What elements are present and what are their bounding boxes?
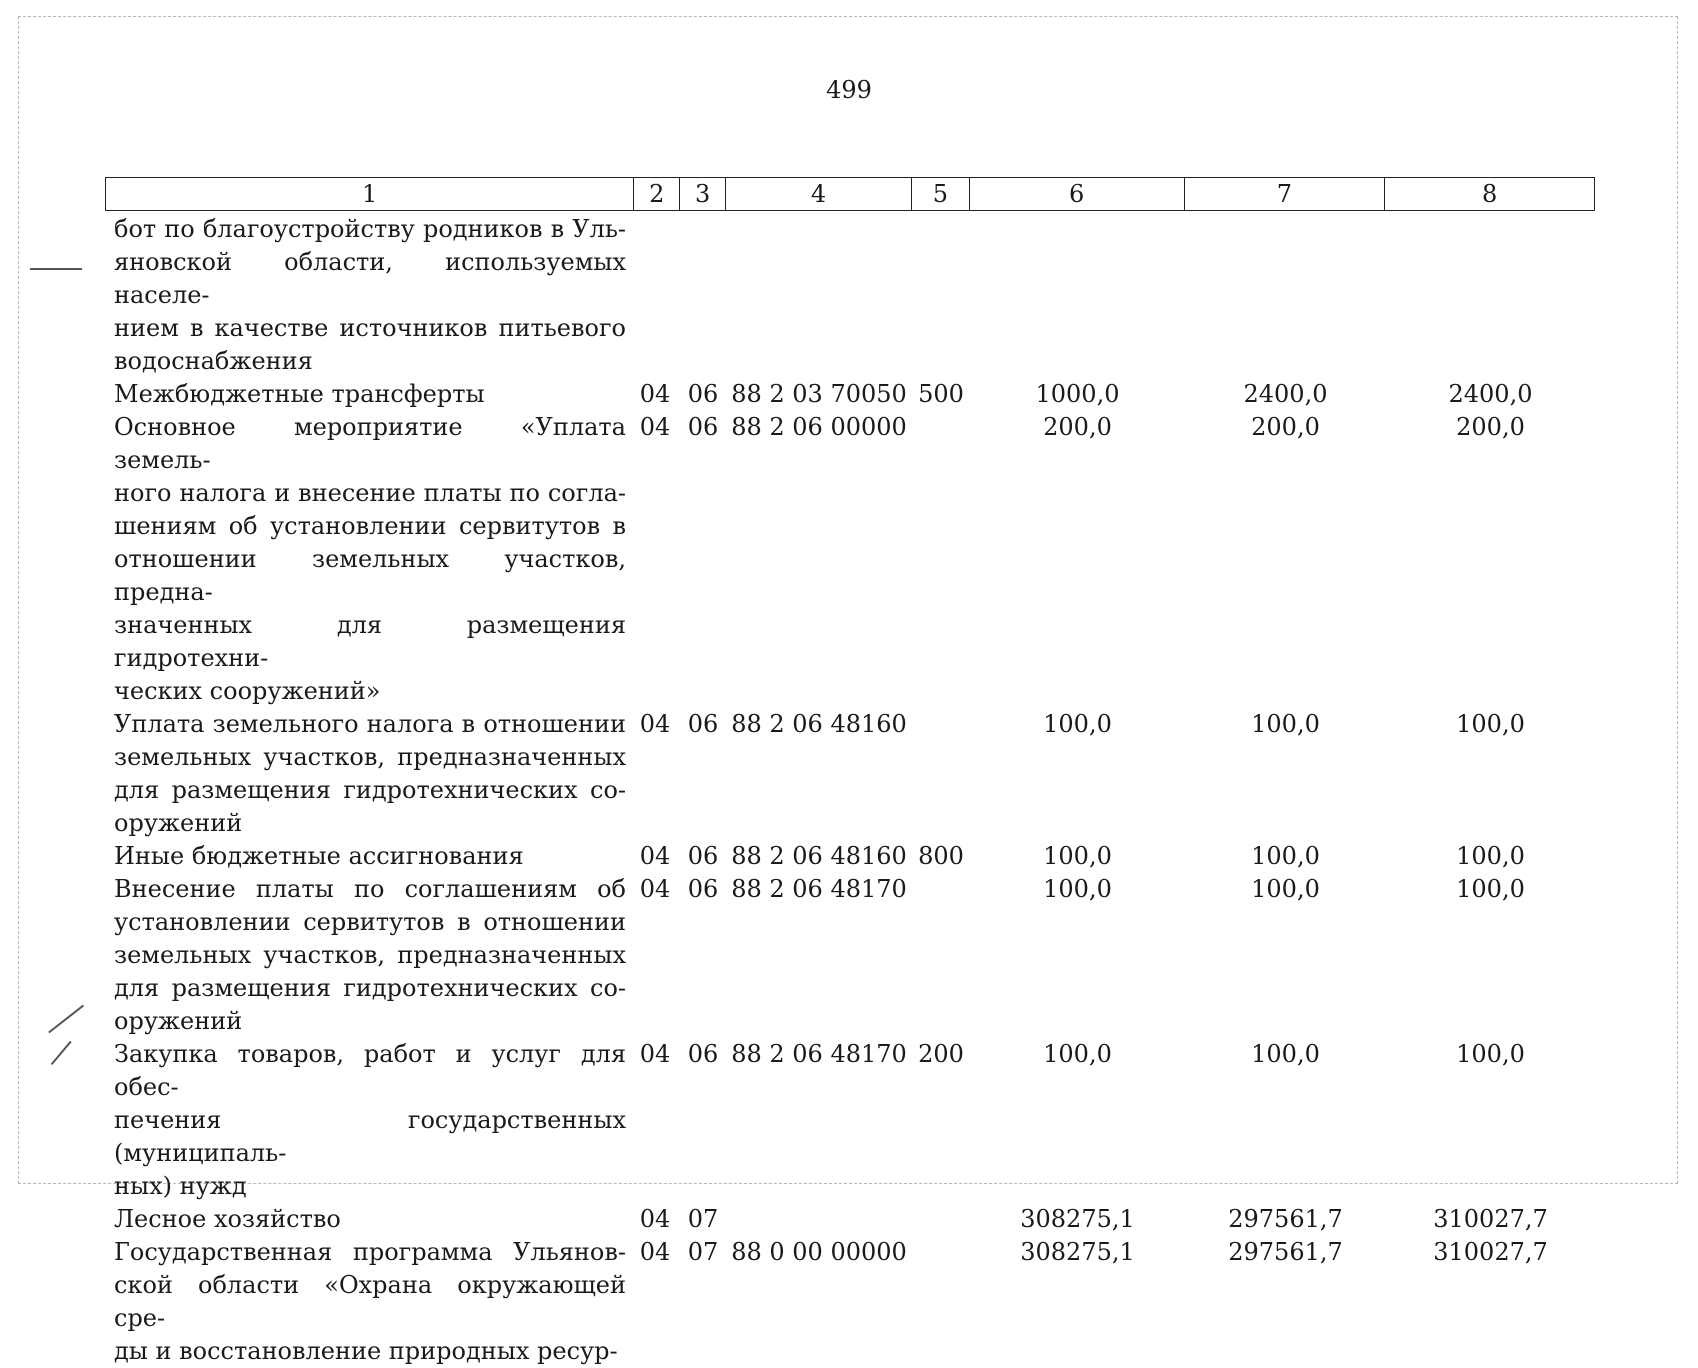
row-description bbox=[105, 1038, 630, 1203]
table-row bbox=[105, 1203, 1595, 1236]
cell-col-4: 88 2 03 70050 bbox=[731, 380, 907, 408]
description-line: водоснабжения bbox=[114, 347, 313, 375]
description-line: значенных для размещения гидротехни- bbox=[114, 611, 626, 672]
description-line: нием в качестве источников питьевого bbox=[114, 314, 626, 342]
cell-col-4: 88 2 06 48160 bbox=[731, 842, 907, 870]
cell-col-7: 2400,0 bbox=[1243, 380, 1328, 408]
cell-col-5 bbox=[912, 1236, 970, 1368]
description-line: Закупка товаров, работ и услуг для обес- bbox=[114, 1040, 626, 1101]
cell-col-2: 04 bbox=[639, 1040, 671, 1068]
description-line: установлении сервитутов в отношении bbox=[114, 908, 626, 936]
row-description bbox=[105, 708, 630, 840]
table-row bbox=[105, 840, 1595, 873]
cell-col-2: 04 bbox=[639, 1238, 671, 1266]
cell-col-8: 100,0 bbox=[1456, 1040, 1525, 1068]
cell-col-5 bbox=[912, 873, 970, 1038]
table-row bbox=[105, 411, 1595, 708]
cell-col-5 bbox=[912, 213, 970, 378]
description-line: отношении земельных участков, предна- bbox=[114, 545, 626, 606]
row-description bbox=[105, 1203, 630, 1236]
cell-col-6: 308275,1 bbox=[1020, 1205, 1135, 1233]
description-line: яновской области, используемых населе- bbox=[114, 248, 626, 309]
table-row bbox=[105, 213, 1595, 378]
cell-col-2: 04 bbox=[639, 710, 671, 738]
description-line: земельных участков, предназначенных bbox=[114, 743, 626, 771]
cell-col-7: 100,0 bbox=[1251, 710, 1320, 738]
description-line: для размещения гидротехнических со- bbox=[114, 974, 626, 1002]
cell-col-7 bbox=[1185, 213, 1386, 378]
cell-col-5: 500 bbox=[918, 380, 964, 408]
header-col-5: 5 bbox=[912, 178, 970, 210]
header-col-4: 4 bbox=[726, 178, 912, 210]
cell-col-8: 100,0 bbox=[1456, 842, 1525, 870]
cell-col-6: 100,0 bbox=[1043, 875, 1112, 903]
description-line: Межбюджетные трансферты bbox=[114, 380, 485, 408]
cell-col-8: 100,0 bbox=[1456, 875, 1525, 903]
description-line: ческих сооружений» bbox=[114, 677, 381, 705]
table-row bbox=[105, 378, 1595, 411]
description-line: оружений bbox=[114, 1007, 243, 1035]
description-line: Лесное хозяйство bbox=[114, 1205, 341, 1233]
cell-col-6: 100,0 bbox=[1043, 1040, 1112, 1068]
cell-col-2 bbox=[630, 213, 680, 378]
cell-col-3: 06 bbox=[687, 842, 719, 870]
table-row bbox=[105, 708, 1595, 840]
description-line: ного налога и внесение платы по согла- bbox=[114, 479, 626, 507]
row-description bbox=[105, 411, 630, 708]
description-line: бот по благоустройству родников в Уль- bbox=[114, 215, 626, 243]
cell-col-3: 06 bbox=[687, 380, 719, 408]
cell-col-6 bbox=[970, 213, 1185, 378]
cell-col-3: 06 bbox=[687, 710, 719, 738]
row-description bbox=[105, 840, 630, 873]
cell-col-4 bbox=[726, 213, 912, 378]
description-line: Внесение платы по соглашениям об bbox=[114, 875, 626, 903]
header-col-7: 7 bbox=[1185, 178, 1386, 210]
cell-col-6: 308275,1 bbox=[1020, 1238, 1135, 1266]
header-col-3: 3 bbox=[680, 178, 726, 210]
cell-col-5: 200 bbox=[918, 1040, 964, 1068]
header-col-6: 6 bbox=[970, 178, 1185, 210]
description-line: Иные бюджетные ассигнования bbox=[114, 842, 524, 870]
cell-col-5 bbox=[912, 708, 970, 840]
cell-col-7: 100,0 bbox=[1251, 875, 1320, 903]
table-header bbox=[105, 177, 1595, 211]
description-line: Основное мероприятие «Уплата земель- bbox=[114, 413, 626, 474]
cell-col-3: 06 bbox=[687, 413, 719, 441]
cell-col-4: 88 2 06 00000 bbox=[731, 413, 907, 441]
cell-col-8: 310027,7 bbox=[1433, 1238, 1548, 1266]
table-row bbox=[105, 1038, 1595, 1203]
cell-col-4: 88 2 06 48170 bbox=[731, 875, 907, 903]
table-body bbox=[105, 213, 1595, 1368]
row-description bbox=[105, 873, 630, 1038]
cell-col-5: 800 bbox=[918, 842, 964, 870]
cell-col-2: 04 bbox=[639, 875, 671, 903]
description-line: Государственная программа Ульянов- bbox=[114, 1238, 626, 1266]
row-description bbox=[105, 378, 630, 411]
description-line: ных) нужд bbox=[114, 1172, 247, 1200]
cell-col-2: 04 bbox=[639, 1205, 671, 1233]
cell-col-8: 200,0 bbox=[1456, 413, 1525, 441]
cell-col-8: 100,0 bbox=[1456, 710, 1525, 738]
cell-col-6: 100,0 bbox=[1043, 710, 1112, 738]
row-description bbox=[105, 1236, 630, 1368]
header-col-1: 1 bbox=[106, 178, 634, 210]
description-line: ской области «Охрана окружающей сре- bbox=[114, 1271, 626, 1332]
cell-col-4: 88 2 06 48160 bbox=[731, 710, 907, 738]
cell-col-6: 200,0 bbox=[1043, 413, 1112, 441]
cell-col-7: 100,0 bbox=[1251, 1040, 1320, 1068]
cell-col-6: 100,0 bbox=[1043, 842, 1112, 870]
cell-col-2: 04 bbox=[639, 842, 671, 870]
cell-col-5 bbox=[912, 1203, 970, 1236]
cell-col-3: 07 bbox=[687, 1238, 719, 1266]
cell-col-8 bbox=[1386, 213, 1595, 378]
description-line: печения государственных (муниципаль- bbox=[114, 1106, 626, 1167]
scan-mark bbox=[30, 268, 82, 270]
cell-col-5 bbox=[912, 411, 970, 708]
cell-col-4 bbox=[726, 1203, 912, 1236]
table-row bbox=[105, 1236, 1595, 1368]
cell-col-7: 100,0 bbox=[1251, 842, 1320, 870]
table-row bbox=[105, 873, 1595, 1038]
cell-col-7: 297561,7 bbox=[1228, 1238, 1343, 1266]
cell-col-8: 2400,0 bbox=[1448, 380, 1533, 408]
header-col-8: 8 bbox=[1482, 180, 1498, 208]
description-line: земельных участков, предназначенных bbox=[114, 941, 626, 969]
cell-col-4: 88 2 06 48170 bbox=[731, 1040, 907, 1068]
cell-col-2: 04 bbox=[639, 380, 671, 408]
description-line: ды и восстановление природных ресур- bbox=[114, 1337, 618, 1365]
cell-col-7: 200,0 bbox=[1251, 413, 1320, 441]
row-description bbox=[105, 213, 630, 378]
cell-col-4: 88 0 00 00000 bbox=[731, 1238, 907, 1266]
cell-col-8: 310027,7 bbox=[1433, 1205, 1548, 1233]
cell-col-3 bbox=[680, 213, 726, 378]
cell-col-7: 297561,7 bbox=[1228, 1205, 1343, 1233]
cell-col-3: 06 bbox=[687, 1040, 719, 1068]
description-line: шениям об установлении сервитутов в bbox=[114, 512, 626, 540]
page-number: 499 bbox=[826, 76, 872, 104]
description-line: оружений bbox=[114, 809, 243, 837]
cell-col-3: 07 bbox=[687, 1205, 719, 1233]
cell-col-2: 04 bbox=[639, 413, 671, 441]
cell-col-6: 1000,0 bbox=[1035, 380, 1120, 408]
header-col-2: 2 bbox=[634, 178, 680, 210]
description-line: Уплата земельного налога в отношении bbox=[114, 710, 626, 738]
description-line: для размещения гидротехнических со- bbox=[114, 776, 626, 804]
cell-col-3: 06 bbox=[687, 875, 719, 903]
